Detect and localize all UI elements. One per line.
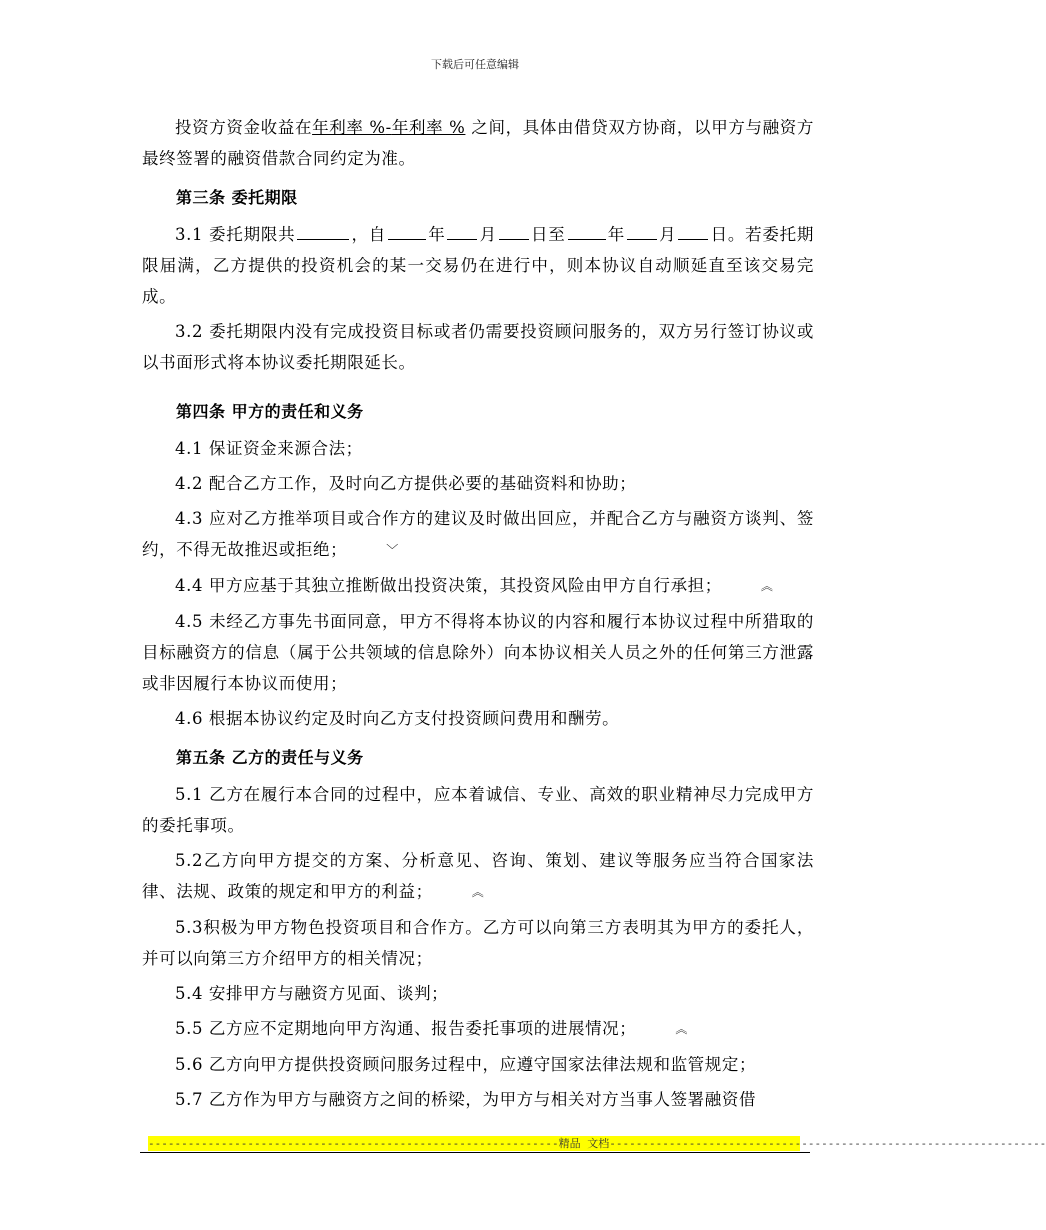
article-3-heading: 第三条 委托期限 bbox=[176, 188, 298, 207]
footer-banner: --------------------------------------------------------------精品 文档------------------------------------------------------------------ bbox=[148, 1137, 1046, 1150]
clause-3-1-text-a: 3.1 委托期限共 bbox=[175, 225, 296, 244]
article-4-heading: 第四条 甲方的责任和义务 bbox=[176, 402, 364, 421]
rate-separator: - bbox=[385, 118, 392, 137]
clause-4-2: 4.2 配合乙方工作，及时向乙方提供必要的基础资料和协助； bbox=[175, 474, 637, 493]
clause-4-6: 4.6 根据本协议约定及时向乙方支付投资顾问费用和酬劳。 bbox=[175, 709, 620, 728]
end-year-blank bbox=[568, 220, 606, 240]
day-to-label: 日至 bbox=[530, 225, 566, 244]
chevron-down-mark-icon: ﹀ bbox=[386, 543, 399, 557]
month-label: 月 bbox=[479, 225, 497, 244]
article-5-heading: 第五条 乙方的责任与义务 bbox=[176, 748, 364, 767]
clause-3-1-text-c: 日。若委托期限届满，乙方提供的投资机会的某一交易仍在进行中，则本协议自动顺延直至该交易完成。 bbox=[142, 225, 814, 306]
clause-3-1 bbox=[142, 219, 814, 312]
intro-text-a: 投资方资金收益在 bbox=[175, 118, 313, 137]
double-chevron-up-mark-icon: ︽ bbox=[675, 1022, 688, 1036]
end-month-blank bbox=[627, 220, 657, 240]
clause-5-6: 5.6 乙方向甲方提供投资顾问服务过程中，应遵守国家法律法规和监管规定； bbox=[175, 1055, 757, 1074]
clause-4-4 bbox=[142, 570, 814, 602]
clause-3-1-text-b: ，自 bbox=[351, 225, 387, 244]
clause-4-4-text: 4.4 甲方应基于其独立推断做出投资决策，其投资风险由甲方自行承担； bbox=[175, 576, 722, 595]
month-label-2: 月 bbox=[659, 225, 677, 244]
clause-4-5: 4.5 未经乙方事先书面同意，甲方不得将本协议的内容和履行本协议过程中所猎取的目标融资方的信息（属于公共领域的信息除外）向本协议相关人员之外的任何第三方泄露或非因履行本协议而使用； bbox=[142, 612, 814, 693]
clause-5-7: 5.7 乙方作为甲方与融资方之间的桥梁，为甲方与相关对方当事人签署融资借 bbox=[175, 1090, 757, 1109]
page-header-note: 下载后可任意编辑 bbox=[431, 58, 519, 71]
clause-5-4: 5.4 安排甲方与融资方见面、谈判； bbox=[175, 984, 449, 1003]
year-label: 年 bbox=[428, 225, 446, 244]
intro-text-b: 之间，具体由借贷双方协商，以甲方与融资方最终签署的融资借款合同约定为准。 bbox=[142, 118, 814, 168]
clause-4-1: 4.1 保证资金来源合法； bbox=[175, 439, 363, 458]
clause-5-1: 5.1 乙方在履行本合同的过程中，应本着诚信、专业、高效的职业精神尽力完成甲方的委托事项。 bbox=[142, 785, 814, 835]
start-month-blank bbox=[447, 220, 477, 240]
clause-4-3 bbox=[142, 503, 814, 566]
clause-3-2: 3.2 委托期限内没有完成投资目标或者仍需要投资顾问服务的，双方另行签订协议或以书面形式将本协议委托期限延长。 bbox=[142, 322, 814, 372]
end-day-blank bbox=[678, 220, 708, 240]
double-chevron-up-mark-icon: ︽ bbox=[760, 579, 774, 593]
document-body bbox=[142, 112, 814, 1119]
start-year-blank bbox=[388, 220, 426, 240]
clause-4-3-text: 4.3 应对乙方推举项目或合作方的建议及时做出回应，并配合乙方与融资方谈判、签约，不得无故推迟或拒绝； bbox=[142, 509, 814, 559]
term-blank bbox=[297, 220, 349, 240]
footer-divider bbox=[140, 1152, 810, 1153]
clause-5-2-text: 5.2乙方向甲方提交的方案、分析意见、咨询、策划、建议等服务应当符合国家法律、法规、政策的规定和甲方的利益； bbox=[142, 851, 814, 901]
intro-paragraph bbox=[142, 112, 814, 174]
clause-5-3: 5.3积极为甲方物色投资项目和合作方。乙方可以向第三方表明其为甲方的委托人，并可以向第三方介绍甲方的相关情况； bbox=[142, 918, 814, 968]
double-chevron-up-mark-icon: ︽ bbox=[471, 885, 485, 899]
clause-5-2 bbox=[142, 845, 814, 908]
rate-field-1: 年利率 % bbox=[312, 118, 386, 137]
start-day-blank bbox=[499, 220, 529, 240]
clause-5-5 bbox=[142, 1013, 814, 1045]
year-label-2: 年 bbox=[607, 225, 625, 244]
clause-5-5-text: 5.5 乙方应不定期地向甲方沟通、报告委托事项的进展情况； bbox=[175, 1019, 637, 1038]
rate-field-2: 年利率 % bbox=[391, 118, 466, 137]
